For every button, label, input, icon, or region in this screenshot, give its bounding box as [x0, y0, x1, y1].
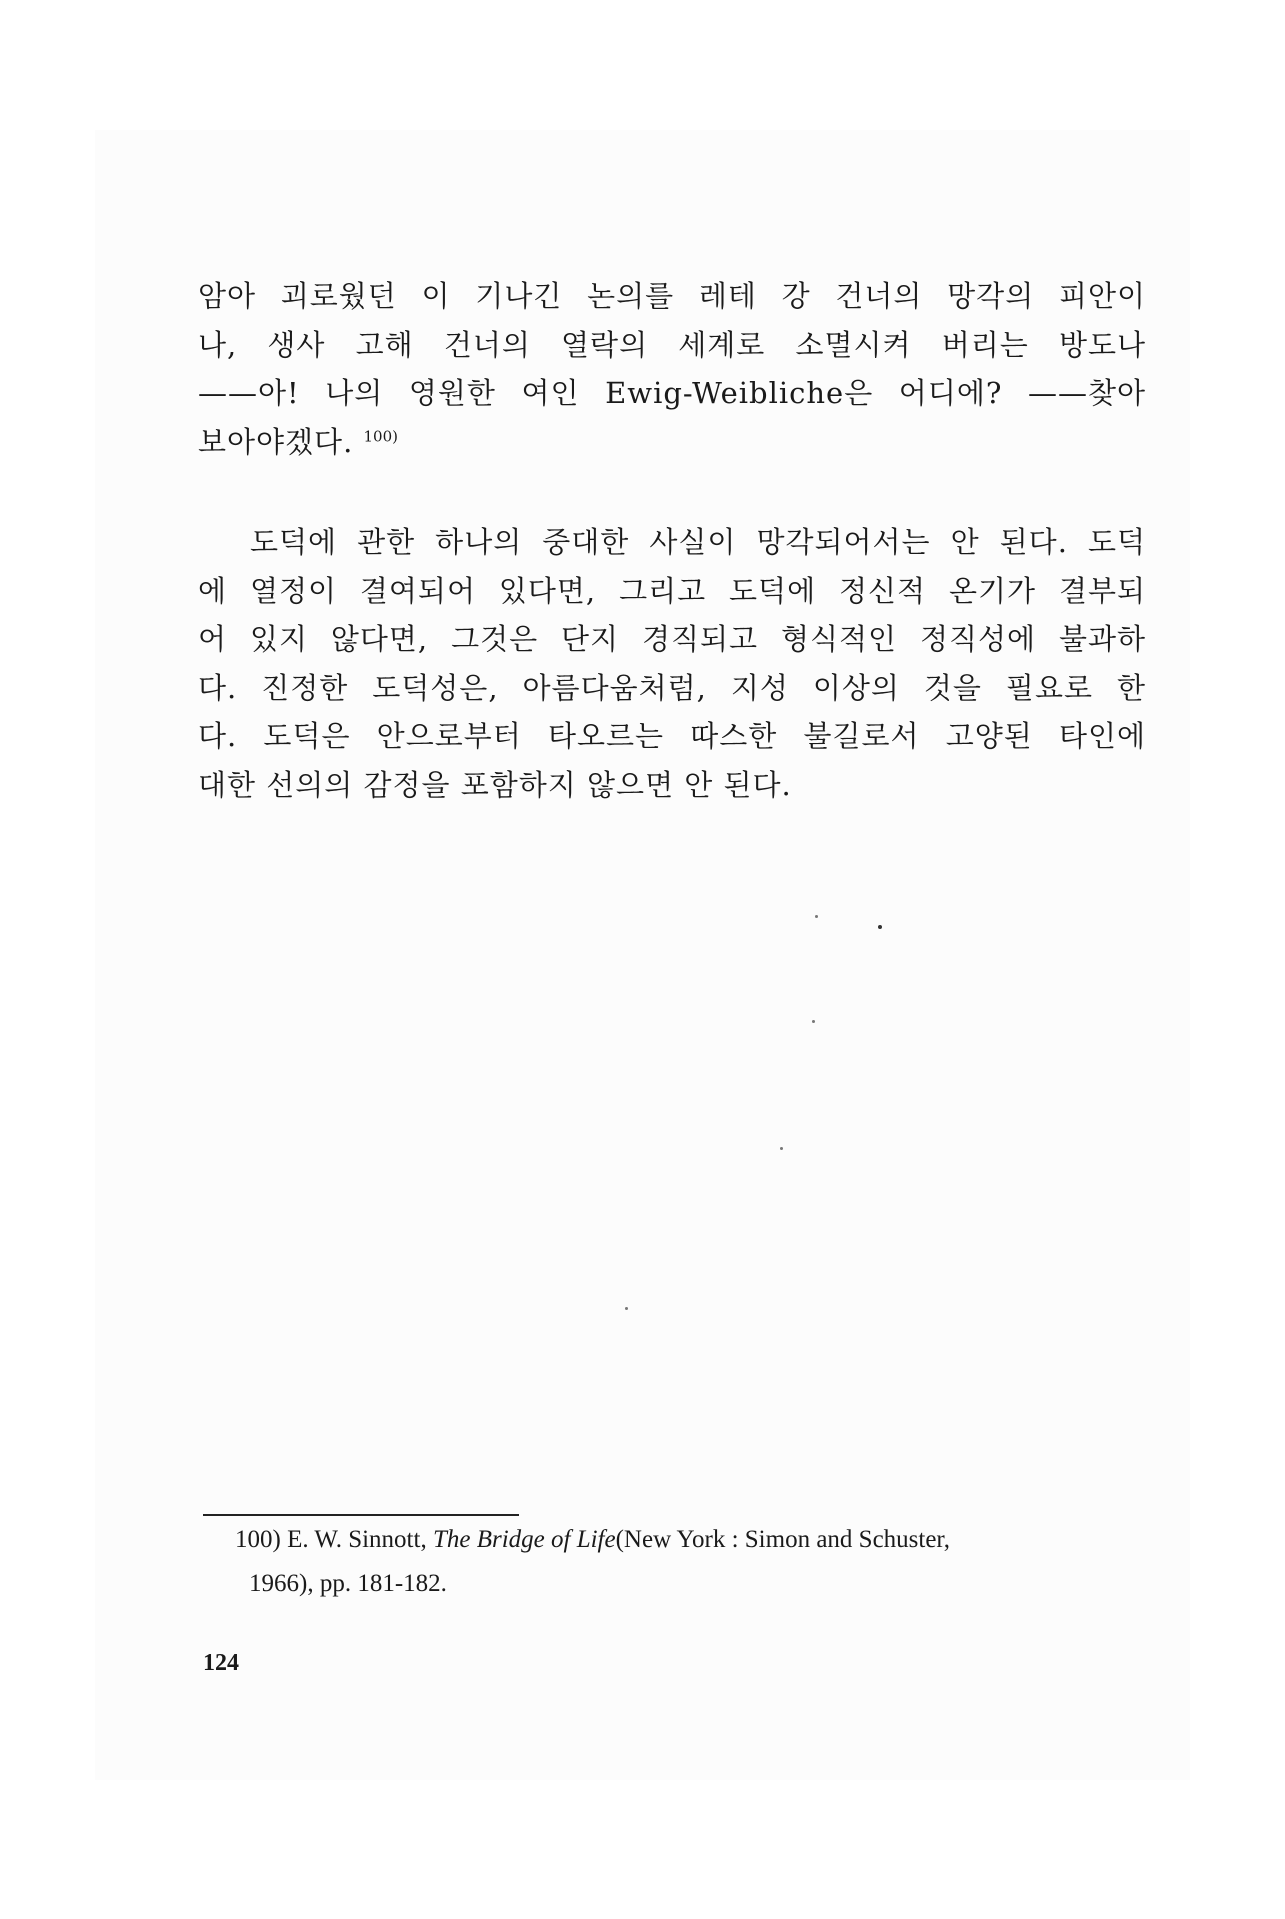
text-line: 어 있지 않다면, 그것은 단지 경직되고 형식적인 정직성에 불과하	[198, 622, 1146, 657]
paragraph-1	[198, 272, 1146, 466]
text-line: 에 열정이 결여되어 있다면, 그리고 도덕에 정신적 온기가 결부되	[198, 573, 1146, 608]
page-number: 124	[203, 1650, 239, 1676]
footnote-reference[interactable]: 100)	[363, 427, 398, 446]
text-line: ——아! 나의 영원한 여인 Ewig-Weibliche은 어디에? ——찾아	[198, 376, 1146, 411]
footnote-line-2: 1966), pp. 181-182.	[249, 1570, 447, 1597]
text-line-last	[198, 418, 1146, 467]
footnote-divider	[203, 1514, 519, 1516]
footnote-publisher: (New York : Simon and Schuster,	[615, 1526, 951, 1553]
scan-speck	[878, 925, 882, 929]
footnote-number: 100)	[235, 1526, 281, 1553]
scan-speck	[780, 1147, 783, 1150]
footnote-line-1	[235, 1518, 1147, 1562]
footnote	[235, 1518, 1147, 1606]
text-line: 다. 도덕은 안으로부터 타오르는 따스한 불길로서 고양된 타인에	[198, 719, 1146, 754]
text-line: 나, 생사 고해 건너의 열락의 세계로 소멸시켜 버리는 방도나	[198, 327, 1146, 362]
scan-speck	[815, 915, 818, 918]
scan-speck	[625, 1307, 628, 1310]
text-line-last-text: 보아야겠다.	[198, 424, 354, 459]
text-line: 암아 괴로웠던 이 기나긴 논의를 레테 강 건너의 망각의 피안이	[198, 279, 1146, 313]
footnote-author: E. W. Sinnott,	[287, 1526, 427, 1553]
scan-speck	[812, 1020, 815, 1023]
footnote-title: The Bridge of Life	[432, 1526, 616, 1553]
text-line-last: 대한 선의의 감정을 포함하지 않으면 안 된다.	[198, 767, 792, 802]
paragraph-2	[198, 518, 1146, 810]
text-line: 다. 진정한 도덕성은, 아름다움처럼, 지성 이상의 것을 필요로 한	[198, 670, 1146, 705]
text-line: 도덕에 관한 하나의 중대한 사실이 망각되어서는 안 된다. 도덕	[250, 525, 1146, 559]
